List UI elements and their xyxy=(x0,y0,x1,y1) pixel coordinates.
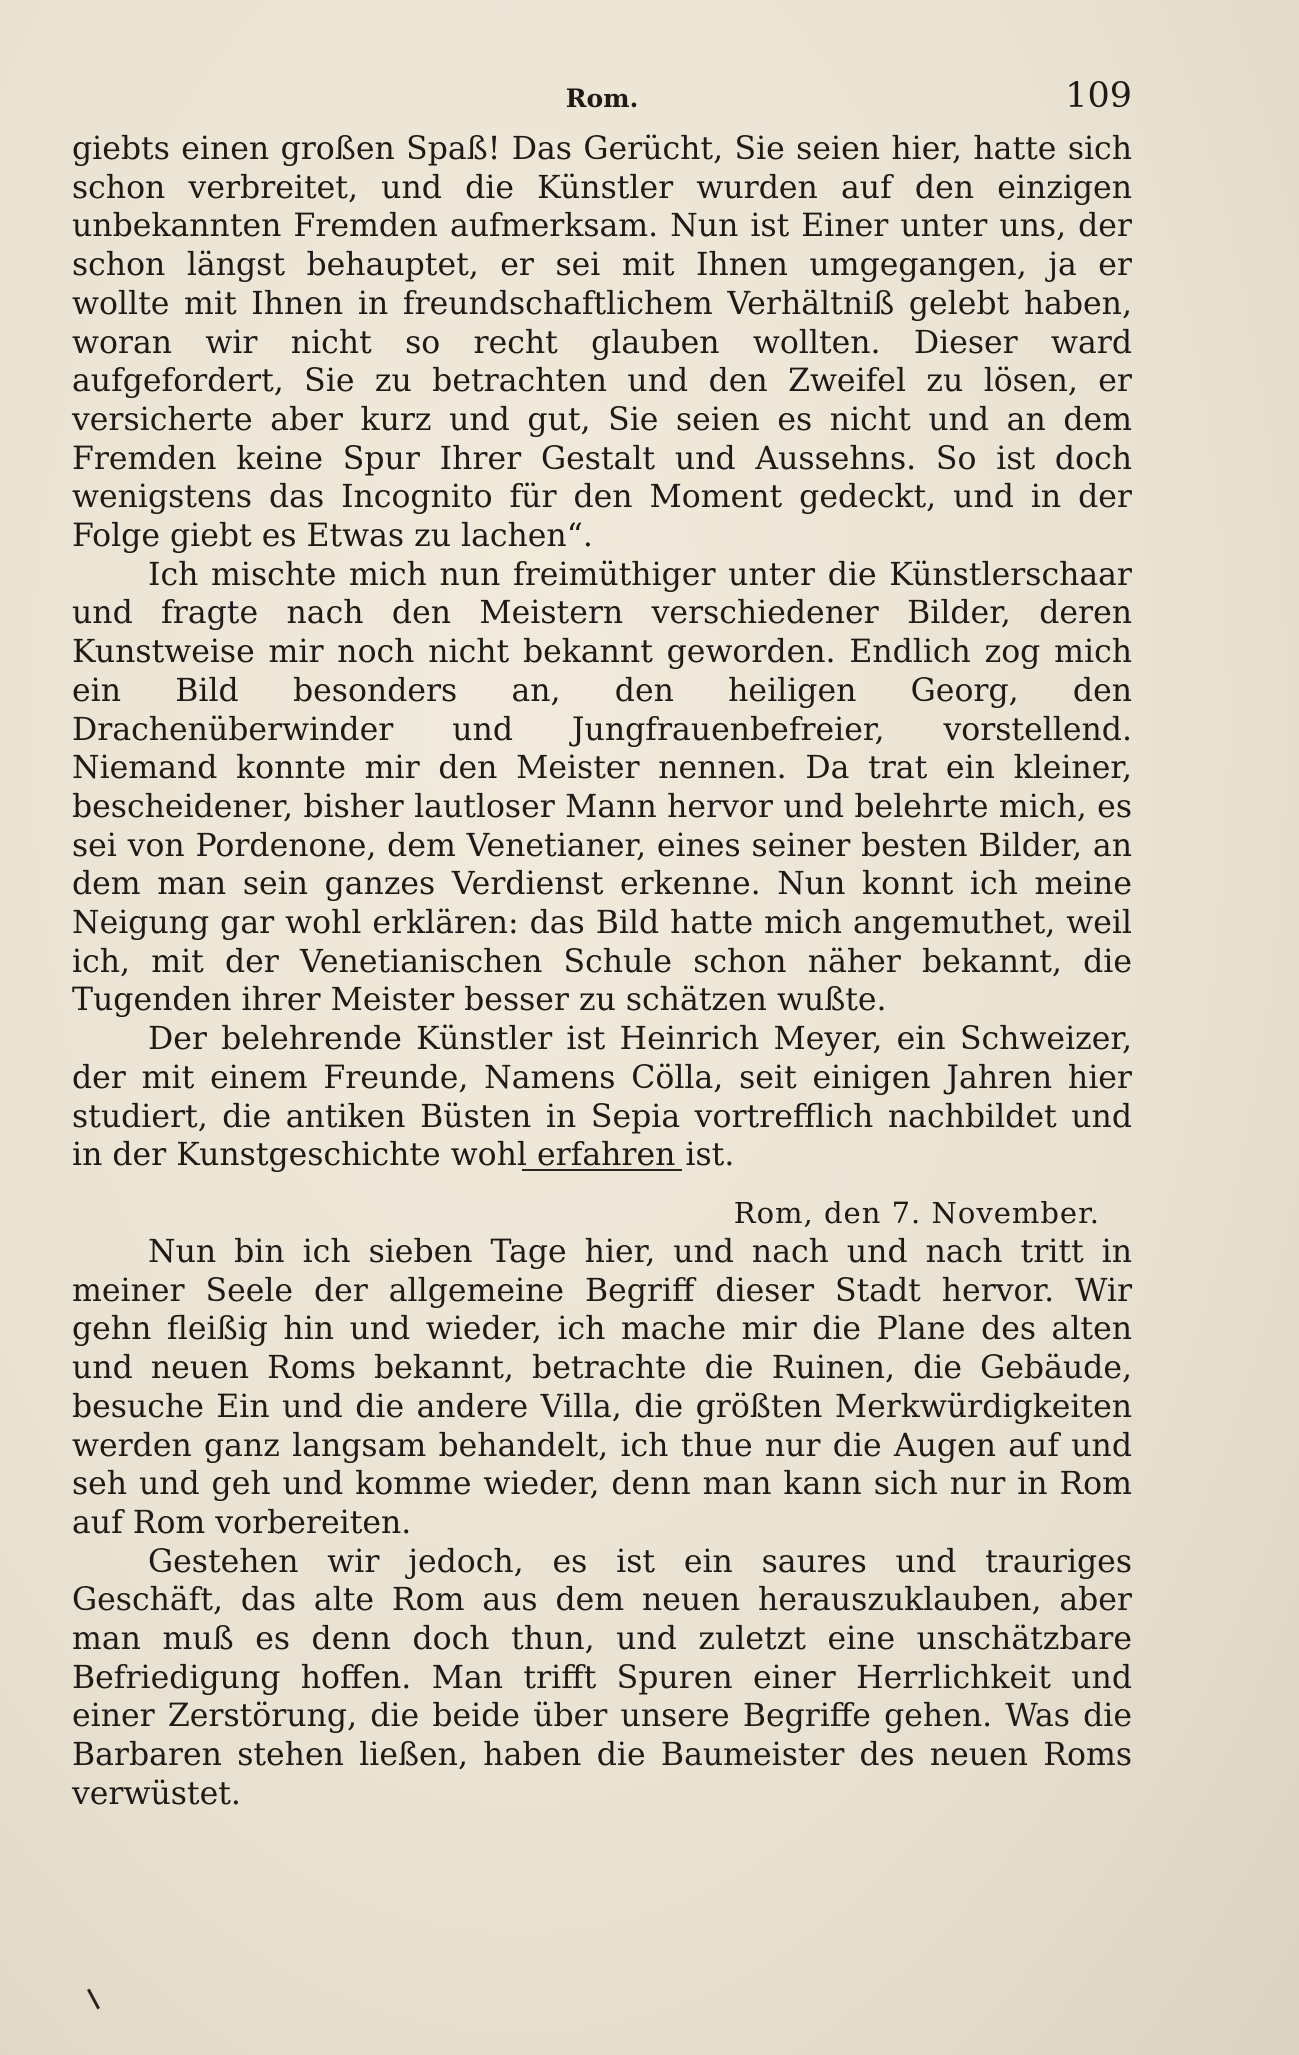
paragraph-2: Ich mischte mich nun freimüthiger unter die Künstlerschaar und fragte nach den Meistern verschiedener Bilder, deren Kunstweise mir noch nicht bekannt geworden. Endlich zog mich ein Bild besonders an, den heiligen Georg, den Drachenüberwinder und Jungfrauenbefreier, vorstellend. Niemand konnte mir den Meister nennen. Da trat ein kleiner, bescheidener, bisher lautloser Mann hervor und belehrte mich, es sei von Pordenone, dem Venetianer, eines seiner besten Bilder, an dem man sein ganzes Verdienst erkenne. Nun konnt ich meine Neigung gar wohl erklären: das Bild hatte mich angemuthet, weil ich, mit der Venetianischen Schule schon näher bekannt, die Tugenden ihrer Meister besser zu schätzen wußte. xyxy=(72,556,1132,1019)
book-page xyxy=(72,70,1132,1814)
running-head: Rom. xyxy=(565,84,639,113)
paragraph-1: giebts einen großen Spaß! Das Gerücht, Sie seien hier, hatte sich schon verbreitet, und die Künstler wurden auf den einzigen unbekannten Fremden aufmerksam. Nun ist Einer unter uns, der schon längst behauptet, er sei mit Ihnen umgegangen, ja er wollte mit Ihnen in freundschaftlichem Verhältniß gelebt haben, woran wir nicht so recht glauben wollten. Dieser ward aufgefordert, Sie zu betrachten und den Zweifel zu lösen, er versicherte aber kurz und gut, Sie seien es nicht und an dem Fremden keine Spur Ihrer Gestalt und Aussehns. So ist doch wenigstens das Incognito für den Moment gedeckt, und in der Folge giebt es Etwas zu lachen“. xyxy=(72,131,1132,555)
page-header xyxy=(72,70,1132,130)
paragraph-4: Nun bin ich sieben Tage hier, und nach und nach tritt in meiner Seele der allgemeine Begriff dieser Stadt hervor. Wir gehn fleißig hin und wieder, ich mache mir die Plane des alten und neuen Roms bekannt, betrachte die Ruinen, die Gebäude, besuche Ein und die andere Villa, die größten Merkwürdigkeiten werden ganz langsam behandelt, ich thue nur die Augen auf und seh und geh und komme wieder, denn man kann sich nur in Rom auf Rom vorbereiten. xyxy=(72,1233,1132,1541)
page-number: 109 xyxy=(1065,76,1132,116)
paragraph-5: Gestehen wir jedoch, es ist ein saures und trauriges Geschäft, das alte Rom aus dem neuen herauszuklauben, aber man muß es denn doch thun, und zuletzt eine unschätzbare Befriedigung hoffen. Man trifft Spuren einer Herrlichkeit und einer Zerstörung, die beide über unsere Begriffe gehen. Was die Barbaren stehen ließen, haben die Baumeister des neuen Roms verwüstet. xyxy=(72,1543,1132,1812)
paragraph-3: Der belehrende Künstler ist Heinrich Meyer, ein Schweizer, der mit einem Freunde, Namens Cölla, seit einigen Jahren hier studiert, die antiken Büsten in Sepia vortrefflich nachbildet und in der Kunstgeschichte wohl erfahren ist. xyxy=(72,1021,1132,1174)
stray-ink-mark xyxy=(87,1989,100,2010)
dateline: Rom, den 7. November. xyxy=(733,1195,1100,1230)
